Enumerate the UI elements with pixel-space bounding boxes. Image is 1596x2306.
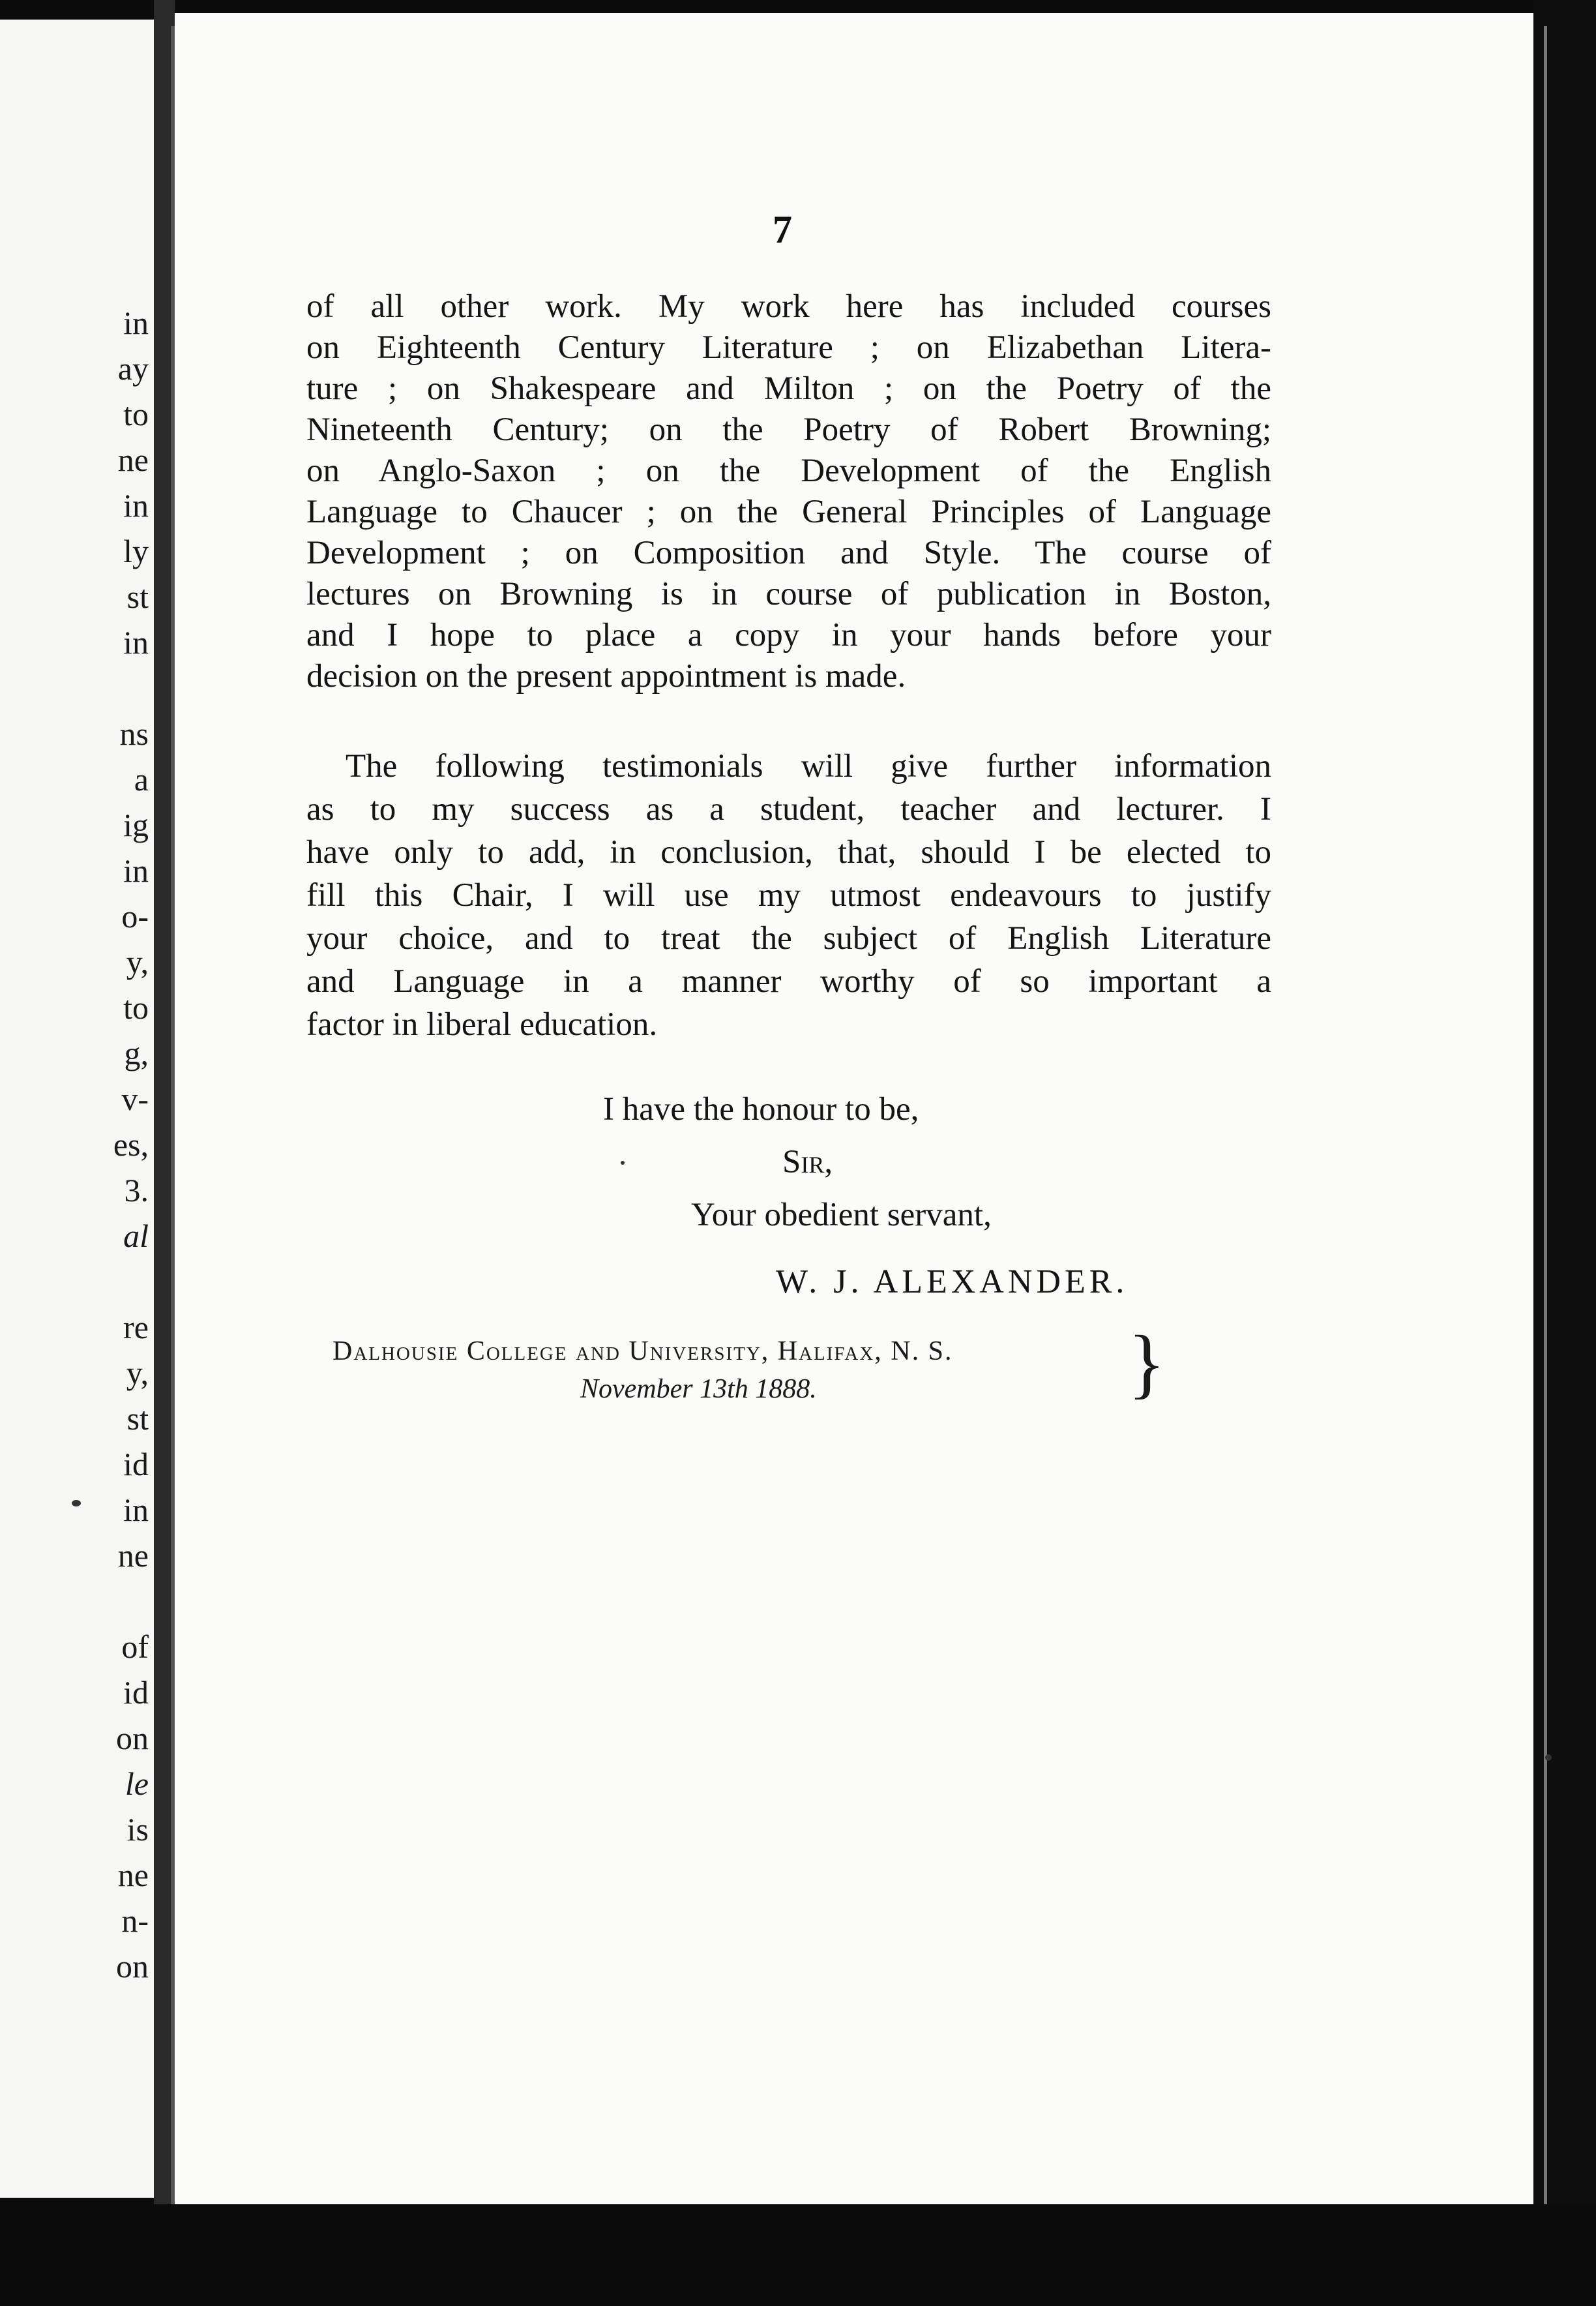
text-line: and Language in a manner worthy of so important a [306, 963, 1271, 1000]
facing-page-text: id [123, 1674, 149, 1711]
text-line: Language to Chaucer ; on the General Principles of Language [306, 494, 1271, 530]
text-line: Development ; on Composition and Style. The course of [306, 535, 1271, 571]
facing-page-text: es, [113, 1126, 149, 1163]
text-line: of all other work. My work here has included courses [306, 288, 1271, 325]
text-line: have only to add, in conclusion, that, should I be elected to [306, 834, 1271, 871]
scan-speck [621, 1161, 625, 1165]
scan-speck [1545, 1754, 1552, 1761]
bottom-shadow [0, 2204, 1596, 2306]
facing-page-text: id [123, 1446, 149, 1482]
text-line: your choice, and to treat the subject of English Literature [306, 920, 1271, 957]
facing-page-text: al [123, 1218, 149, 1254]
facing-page-text: in [123, 305, 149, 341]
page-edge-line [1544, 26, 1547, 2204]
text-line: factor in liberal education. [306, 1006, 658, 1043]
footer-address: Dalhousie College and University, Halifax, N. S. [332, 1336, 953, 1366]
text-line: on Anglo-Saxon ; on the Development of the English [306, 453, 1271, 489]
scan-speck [72, 1500, 81, 1506]
page-number: 7 [773, 208, 792, 251]
facing-page-text: in [123, 487, 149, 524]
facing-page-text: a [134, 761, 149, 798]
text-line: ture ; on Shakespeare and Milton ; on the Poetry of the [306, 370, 1271, 407]
text-line: and I hope to place a copy in your hands before your [306, 617, 1271, 653]
facing-page-text: in [123, 1491, 149, 1528]
facing-page-text: ns [119, 715, 149, 752]
footer-date: November 13th 1888. [580, 1374, 817, 1404]
text-line: lectures on Browning is in course of publication in Boston, [306, 576, 1271, 612]
facing-page-text: ne [117, 442, 149, 478]
facing-page-text: is [126, 1811, 149, 1848]
right-margin-shadow [1533, 0, 1596, 2306]
facing-page-text: ay [117, 350, 149, 387]
facing-page-text: re [123, 1309, 149, 1345]
facing-page-text: in [123, 624, 149, 661]
facing-page-text: le [125, 1765, 149, 1802]
facing-page-text: st [126, 578, 149, 615]
facing-page-text: ly [123, 533, 149, 569]
facing-page-text: ne [117, 1537, 149, 1574]
facing-page-text: ig [123, 807, 149, 843]
facing-page-text: y, [126, 1355, 149, 1391]
address-brace: } [1128, 1319, 1166, 1406]
facing-page-text: on [116, 1720, 149, 1756]
facing-page-text: to [123, 396, 149, 432]
text-line: The following testimonials will give further information [346, 748, 1271, 785]
closing-honour: I have the honour to be, [603, 1091, 919, 1128]
text-line: as to my success as a student, teacher and lecturer. I [306, 791, 1271, 828]
facing-page-text: o- [121, 898, 149, 935]
text-line: fill this Chair, I will use my utmost endeavours to justify [306, 877, 1271, 914]
text-line: decision on the present appointment is made. [306, 658, 906, 695]
closing-servant: Your obedient servant, [691, 1197, 992, 1233]
facing-page-text: of [121, 1628, 149, 1665]
text-line: on Eighteenth Century Literature ; on Elizabethan Litera- [306, 329, 1271, 366]
facing-page-text: v- [121, 1081, 149, 1117]
facing-page-text: to [123, 989, 149, 1026]
facing-page-text: on [116, 1948, 149, 1984]
facing-page-text: st [126, 1400, 149, 1437]
closing-salutation: Sir, [782, 1144, 833, 1180]
facing-page-text: in [123, 852, 149, 889]
facing-page-text: g, [124, 1035, 149, 1071]
facing-page-text: n- [121, 1902, 149, 1939]
text-line: Nineteenth Century; on the Poetry of Robert Browning; [306, 412, 1271, 448]
facing-page-text: ne [117, 1857, 149, 1893]
facing-page-text: 3. [124, 1172, 149, 1208]
facing-page-fragment [0, 20, 154, 2198]
facing-page-text: y, [126, 944, 149, 980]
signature: W. J. ALEXANDER. [776, 1263, 1129, 1300]
